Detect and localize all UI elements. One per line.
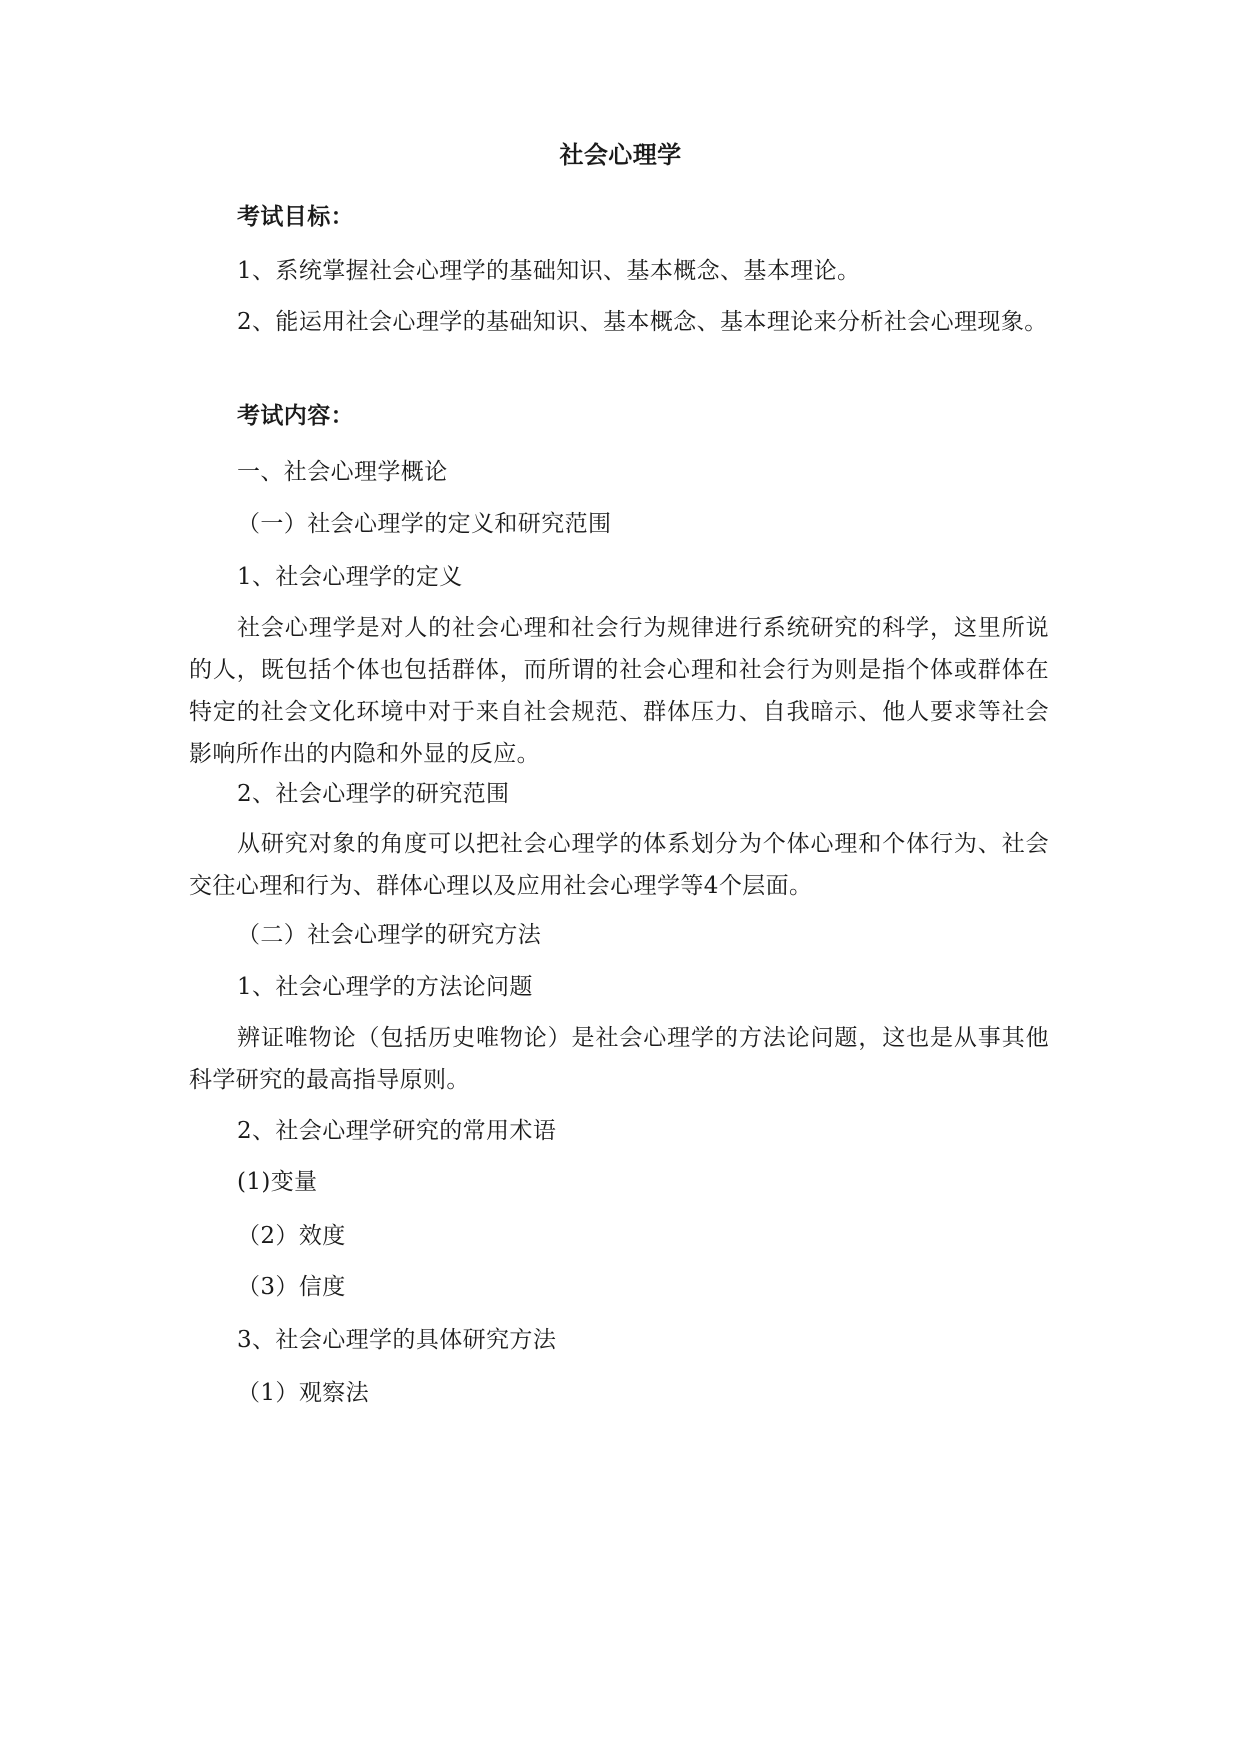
section-2-item-1: 1、社会心理学的方法论问题 [237,974,533,1000]
section-2-heading: （二）社会心理学的研究方法 [237,922,542,948]
scope-paragraph: 从研究对象的角度可以把社会心理学的体系划分为个体心理和个体行为、社会交往心理和行为、群体心理以及应用社会心理学等4个层面。 [189,831,1049,899]
term-variable: (1)变量 [237,1169,318,1195]
document-title: 社会心理学 [559,140,682,169]
definition-paragraph: 社会心理学是对人的社会心理和社会行为规律进行系统研究的科学，这里所说的人，既包括个体也包括群体，而所谓的社会心理和社会行为则是指个体或群体在特定的社会文化环境中对于来自社会规范、群体压力、自我暗示、他人要求等社会影响所作出的内隐和外显的反应。 [189,615,1049,767]
chapter-1-heading: 一、社会心理学概论 [237,459,448,485]
section-2-item-2: 2、社会心理学研究的常用术语 [237,1118,557,1144]
section-1-heading: （一）社会心理学的定义和研究范围 [237,511,612,537]
term-reliability: （3）信度 [237,1274,346,1300]
exam-goal-heading: 考试目标： [237,203,354,230]
section-2-item-3: 3、社会心理学的具体研究方法 [237,1327,557,1353]
exam-goal-item-1: 1、系统掌握社会心理学的基础知识、基本概念、基本理论。 [237,258,861,284]
exam-goal-item-2: 2、能运用社会心理学的基础知识、基本概念、基本理论来分析社会心理现象。 [237,309,1048,335]
method-observation: （1）观察法 [237,1380,370,1406]
exam-content-heading: 考试内容： [237,402,354,429]
term-validity: （2）效度 [237,1223,346,1249]
section-1-item-2: 2、社会心理学的研究范围 [237,781,510,807]
section-1-item-1: 1、社会心理学的定义 [237,564,463,590]
methodology-paragraph: 辨证唯物论（包括历史唯物论）是社会心理学的方法论问题，这也是从事其他科学研究的最高指导原则。 [189,1025,1049,1093]
